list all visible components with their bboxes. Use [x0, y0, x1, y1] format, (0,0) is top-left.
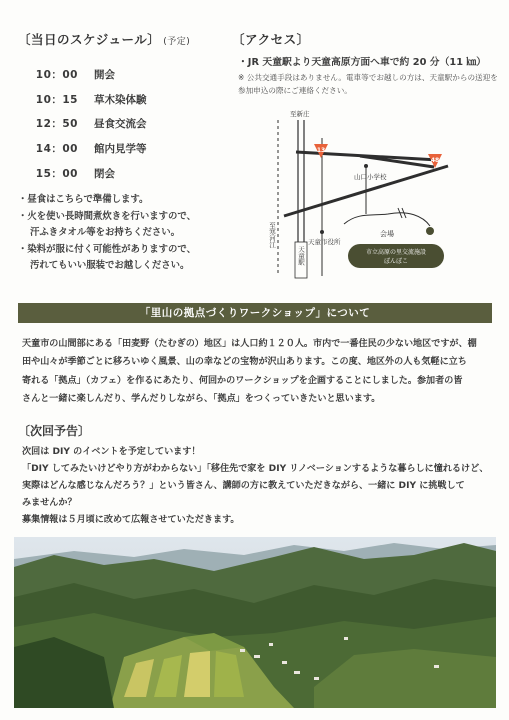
- note-line: 汗ふきタオル等をお持ちください。: [30, 227, 181, 239]
- schedule-label: 草木染体験: [94, 93, 147, 106]
- schedule-row: [34, 136, 244, 161]
- next-line: みませんか？: [22, 498, 77, 508]
- kawaragi-label: 至寒河江: [268, 222, 276, 248]
- schedule-label: 館内見学等: [94, 142, 147, 155]
- schedule-time: 10：15: [35, 93, 78, 106]
- note-line: ・昼食はこちらで準備します。: [18, 194, 149, 205]
- note-line: ・火を使い長時間煮炊きを行いますので、: [18, 210, 196, 222]
- access-title: 〔アクセス〕: [232, 32, 310, 47]
- next-line: 次回は DIY のイベントを予定しています！: [22, 447, 201, 457]
- workshop-banner: 「里山の拠点づくりワークショップ」について: [18, 303, 492, 323]
- venue-dot: [426, 227, 434, 235]
- schedule-title: 〔当日のスケジュール〕: [18, 32, 161, 47]
- intro-text: [22, 335, 492, 408]
- schedule-label: 昼食交流会: [94, 118, 147, 131]
- schedule-notes: [18, 192, 248, 275]
- venue-name-line2: ぽんぽこ: [383, 258, 409, 265]
- intro-line: 田や山々が季節ごとに移ろいゆく風景、山の幸などの宝物が沢山あります。この度、地区外の人も気軽に立ち: [22, 357, 467, 368]
- venue-label: 会場: [380, 230, 394, 238]
- intro-line: さんと一緒に楽しんだり、学んだりしながら、「拠点」をつくっていきたいと思います。: [22, 393, 381, 404]
- next-line: 「DIY してみたいけどやり方がわからない」「移住先で家を DIY リノベーションするような暮らしに憧れるけど、: [22, 464, 489, 474]
- schedule-time: 10：00: [35, 68, 78, 81]
- access-map: [248, 104, 488, 284]
- venue-road: [344, 213, 430, 226]
- schedule-list: [34, 62, 244, 185]
- city-hall-label: 天童市役所: [308, 238, 341, 246]
- access-directions: ・JR 天童駅より天童高原方面へ車で約 20 分（11 ㎞）: [238, 57, 487, 68]
- intro-line: 天童市の山間部にある「田麦野（たむぎの）地区」は人口約１２０人。市内で一番住民の少ない地区ですが、棚: [22, 339, 477, 349]
- schedule-heading: [18, 30, 190, 48]
- schedule-time: 14：00: [35, 142, 78, 155]
- intro-line: 寄れる「拠点」（カフェ）を作るにあたり、何回かのワークショップを企画することにしました。参加者の皆: [22, 375, 463, 386]
- schedule-row: [34, 111, 244, 136]
- shinjo-label: 至新庄: [290, 110, 310, 118]
- next-line: 実際はどんな感じなんだろう？」という皆さん、講師の方に教えていただきながら、一緒に DIY に挑戦して: [22, 481, 465, 491]
- city-hall-dot: [320, 230, 324, 234]
- note-line: ・染料が服に付く可能性がありますので、: [18, 243, 196, 255]
- schedule-time: 15：00: [35, 167, 78, 180]
- station-label: 天童駅: [297, 246, 305, 266]
- next-title: 〔次回予告〕: [18, 424, 91, 438]
- next-text: [22, 444, 494, 529]
- schedule-row: [34, 62, 244, 87]
- route-13-label: 13: [316, 147, 326, 154]
- landscape-photo: [14, 537, 496, 708]
- schedule-time: 12：50: [35, 118, 78, 131]
- route-48-label: 48: [430, 157, 440, 164]
- schedule-label: 開会: [94, 68, 115, 81]
- venue-name-line1: 市立高原の里交流施設: [365, 249, 427, 256]
- school-label: 山口小学校: [354, 173, 387, 181]
- next-line: 募集情報は５月頃に改めて広報させていただきます。: [22, 515, 240, 525]
- schedule-row: [34, 161, 244, 186]
- school-dot: [364, 164, 368, 168]
- schedule-label: 閉会: [94, 167, 115, 180]
- note-line: 汚れてもいい服装でお越しください。: [30, 260, 190, 272]
- schedule-row: [34, 87, 244, 112]
- access-note: ※ 公共交通手段はありません。電車等でお越しの方は、天童駅からの送迎を参加申込の際にご連絡ください。: [238, 73, 498, 95]
- schedule-title-note: (予定): [163, 37, 191, 47]
